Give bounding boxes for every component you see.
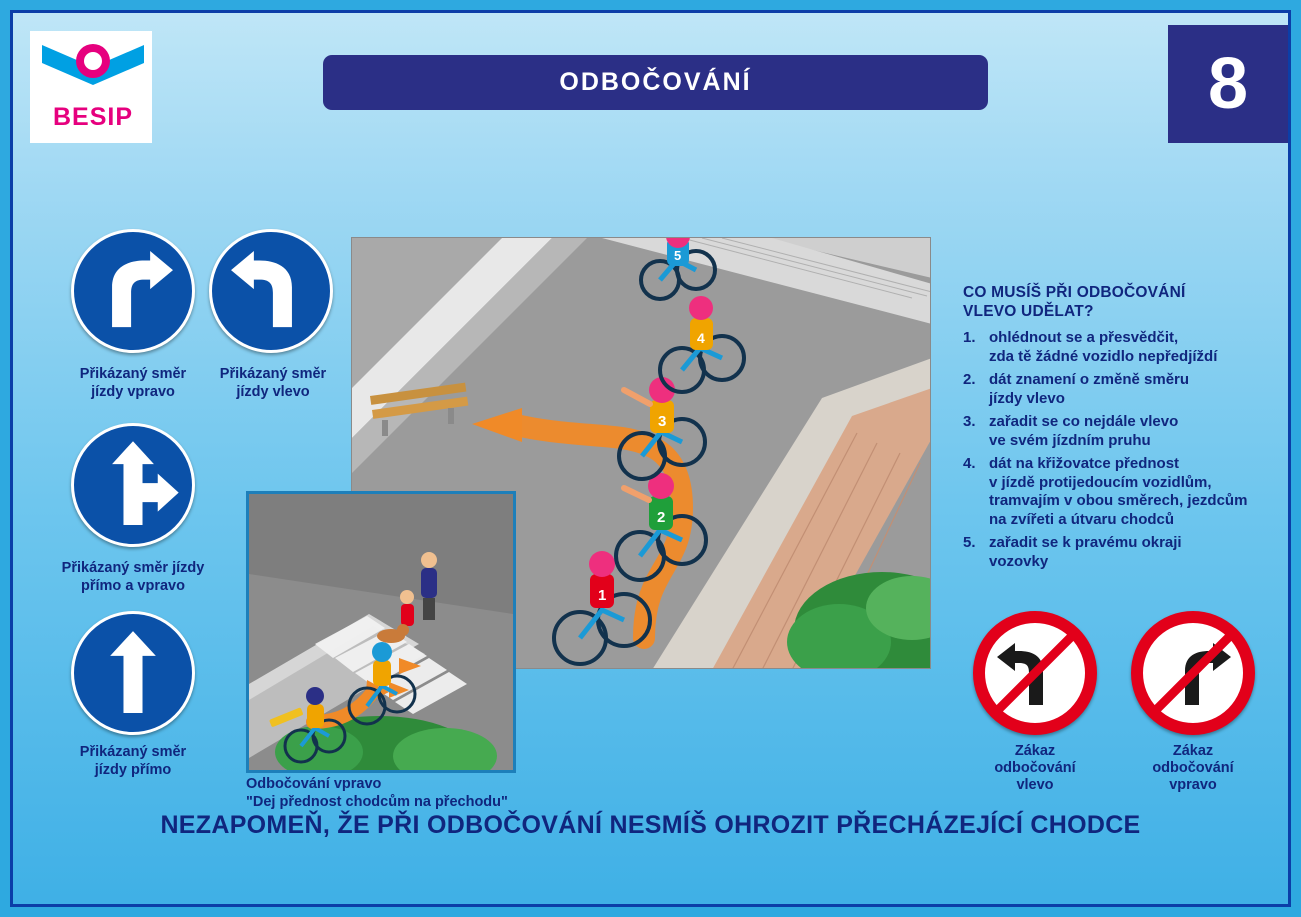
- sign-label-mandatory-straight-or-right: Přikázaný směr jízdy přímo a vpravo: [61, 560, 205, 594]
- sub-illustration-svg: [249, 494, 513, 770]
- list-item: 2. dát znamení o změně směru jízdy vlevo: [963, 371, 1190, 407]
- sub-illustration-caption: [246, 775, 666, 811]
- sign-no-left-turn: [973, 611, 1097, 735]
- list-item: 3. zařadit se co nejdále vlevo ve svém jízdním pruhu: [963, 413, 1179, 449]
- instructions-panel: [963, 283, 1283, 576]
- besip-logo-text: BESIP: [52, 103, 134, 131]
- instructions-heading-line-2: VLEVO UDĚLAT?: [963, 303, 1094, 320]
- besip-chevron-icon: [40, 41, 146, 101]
- arrow-turn-right-icon: [74, 232, 192, 350]
- svg-text:2: 2: [657, 509, 666, 526]
- page-number-badge: [1168, 25, 1288, 143]
- pedestrian-child: [400, 590, 414, 626]
- list-item: 1. ohlédnout se a přesvědčit, zda tě žádné vozidlo nepředjíždí: [963, 329, 1218, 365]
- sign-label-mandatory-straight: Přikázaný směr jízdy přímo: [79, 744, 187, 778]
- no-right-turn-icon: [1143, 623, 1243, 723]
- list-item: 5. zařadit se k pravému okraji vozovky: [963, 534, 1182, 570]
- poster: [10, 10, 1291, 907]
- instructions-list: [963, 329, 1283, 571]
- instructions-heading: [963, 283, 1283, 321]
- arrow-straight-icon: [74, 614, 192, 732]
- page-title-text: ODBOČOVÁNÍ: [559, 68, 752, 96]
- list-item-number: 3.: [963, 413, 976, 430]
- page-title: [323, 55, 988, 110]
- besip-logo: [30, 31, 152, 143]
- pedestrian-adult: [421, 552, 437, 620]
- list-item-number: 2.: [963, 371, 976, 388]
- bottom-banner: NEZAPOMEŇ, ŽE PŘI ODBOČOVÁNÍ NESMÍŠ OHROZIT PŘECHÁZEJÍCÍ CHODCE: [160, 811, 1141, 839]
- svg-text:3: 3: [658, 413, 667, 430]
- page-number-text: 8: [1207, 44, 1249, 124]
- sub-caption-line-2: "Dej přednost chodcům na přechodu": [246, 794, 508, 810]
- sub-illustration: [246, 491, 516, 773]
- sub-caption-line-1: Odbočování vpravo: [246, 776, 382, 792]
- sign-mandatory-left-turn: [209, 229, 333, 353]
- sign-mandatory-straight: [71, 611, 195, 735]
- sign-mandatory-straight-or-right: [71, 423, 195, 547]
- arrow-straight-right-icon: [74, 426, 192, 544]
- sign-no-right-turn: [1131, 611, 1255, 735]
- svg-text:1: 1: [598, 587, 607, 604]
- instructions-heading-line-1: CO MUSÍŠ PŘI ODBOČOVÁNÍ: [963, 284, 1186, 301]
- sign-label-no-left-turn: Zákaz odbočování vlevo: [994, 743, 1076, 793]
- list-item-number: 1.: [963, 329, 976, 346]
- no-left-turn-icon: [985, 623, 1085, 723]
- svg-text:5: 5: [674, 248, 682, 263]
- list-item-number: 5.: [963, 534, 976, 551]
- sign-mandatory-right-turn: [71, 229, 195, 353]
- arrow-turn-left-icon: [212, 232, 330, 350]
- sign-label-mandatory-right-turn: Přikázaný směr jízdy vpravo: [79, 366, 187, 400]
- sign-label-mandatory-left-turn: Přikázaný směr jízdy vlevo: [219, 366, 327, 400]
- list-item-number: 4.: [963, 455, 976, 472]
- svg-text:4: 4: [697, 330, 705, 346]
- sign-label-no-right-turn: Zákaz odbočování vpravo: [1152, 743, 1234, 793]
- list-item: 4. dát na křižovatce přednost v jízdě protijedoucím vozidlům, tramvajím v obou směrech, jezdcům na zvířeti a útvaru chodců: [963, 455, 1248, 528]
